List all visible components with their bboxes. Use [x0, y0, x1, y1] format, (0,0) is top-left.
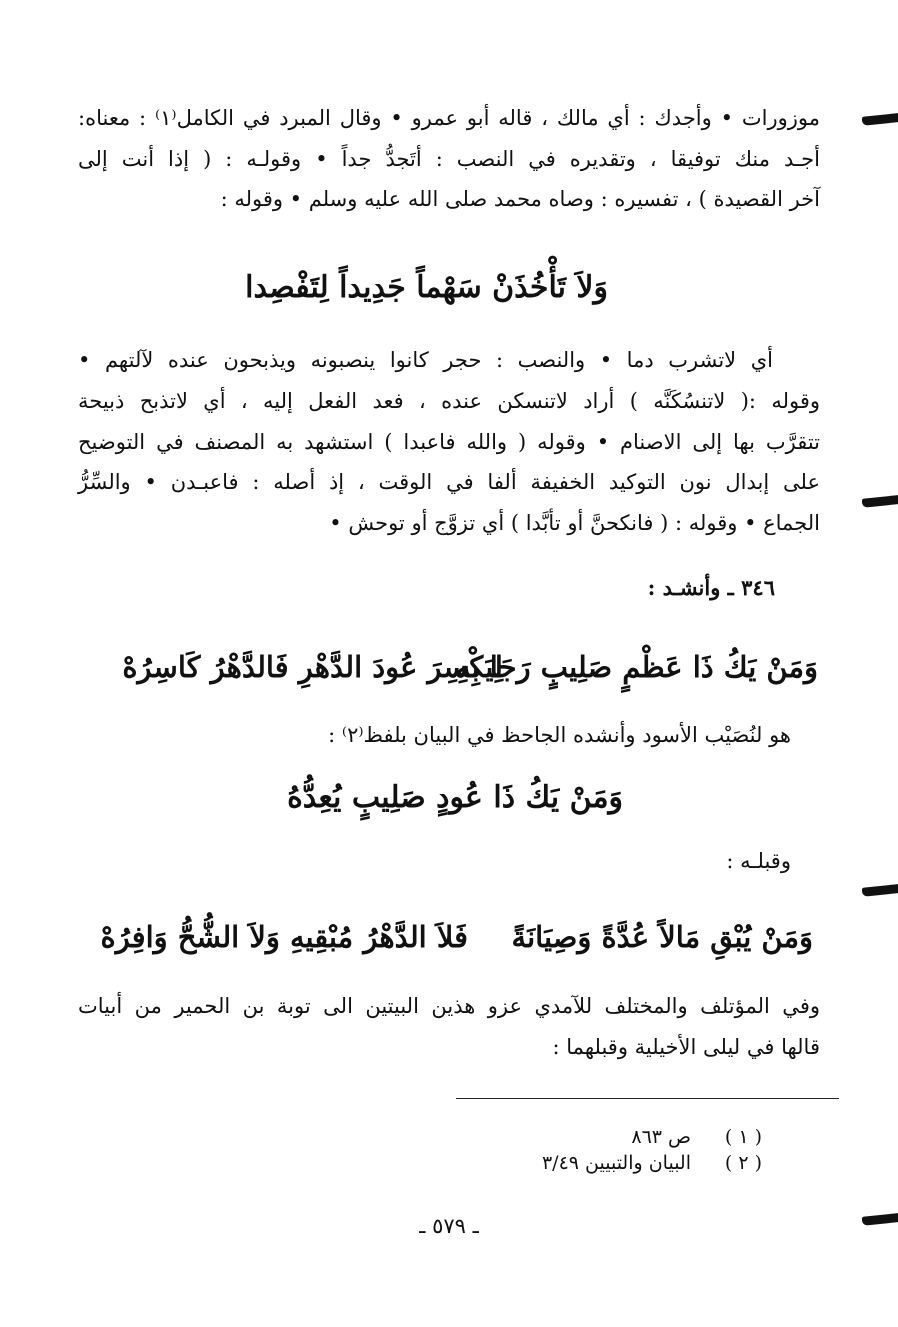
- text-line: وقبلـه :: [726, 849, 791, 873]
- text-line: موزورات • وأجدك : أي مالك ، قاله أبو عمرو • وقال المبرد في الكامل⁽١⁾ : معناه:: [78, 106, 820, 130]
- verse-line: وَلاَ تَأْخُذَنْ سَهْماً جَدِيداً لِتَفْصِدا: [245, 270, 608, 305]
- verse-right-hemistich: وَمَنْ يَكُ ذَا عَظْمٍ صَلِيبٍ رَجَا بِهِ: [456, 650, 818, 684]
- footnote-text: البيان والتبيين ٣/٤٩: [541, 1152, 691, 1174]
- text-line: وفي المؤتلف والمختلف للآمدي عزو هذين البيتين الى توبة بن الحمير من أبيات: [78, 994, 820, 1018]
- margin-mark: [862, 113, 898, 126]
- verse-left-hemistich: لِيَكْسِرَ عُودَ الدَّهْرِ فَالدَّهْرُ كَاسِرُهْ: [122, 650, 503, 684]
- text-line: آخر القصيدة ) ، تفسيره : وصاه محمد صلى الله عليه وسلم • وقوله :: [220, 187, 820, 211]
- footnote-separator: [456, 1098, 839, 1099]
- footnote-number: ( ١ ): [724, 1126, 762, 1148]
- text-line: على إبدال نون التوكيد الخفيفة ألفا في الوقت ، إذ أصله : فاعبـدن • والسِّرُّ: [78, 470, 820, 494]
- text-line: تتقرَّب بها إلى الاصنام • وقوله ( والله فاعبدا ) استشهد به المصنف في التوضيح: [78, 430, 820, 454]
- text-line: أي لاتشرب دما • والنصب : حجر كانوا ينصبونه ويذبحون عنده لآلتهم •: [78, 348, 773, 372]
- text-line: قالها في ليلى الأخيلية وقبلهما :: [552, 1035, 820, 1059]
- verse-right-hemistich: وَمَنْ يُبْقِ مَالاً عُدَّةً وَصِيَانَةً: [511, 920, 813, 954]
- verse-left-hemistich: فَلاَ الدَّهْرُ مُبْقِيهِ وَلاَ الشُّحُّ وَافِرُهْ: [100, 920, 468, 954]
- page-number: ـ ٥٧٩ ـ: [419, 1214, 479, 1238]
- verse-line: وَمَنْ يَكُ ذَا عُودٍ صَلِيبٍ يُعِدُّهُ: [287, 780, 623, 815]
- footnote-number: ( ٢ ): [724, 1152, 762, 1174]
- text-line: أجـد منك توفيقا ، وتقديره في النصب : أتَجدُّ جداً • وقولـه : ( إذا أنت إلى: [78, 147, 820, 171]
- text-line: هو لنُصَيْب الأسود وأنشده الجاحظ في البيان بلفظ⁽٢⁾ :: [328, 723, 791, 747]
- footnote-text: ص ٨٦٣: [631, 1126, 691, 1148]
- poem-number-heading: ٣٤٦ ـ وأنشـد :: [647, 575, 775, 600]
- margin-mark: [862, 884, 898, 897]
- margin-mark: [862, 495, 898, 508]
- text-line: الجماع • وقوله : ( فانكحنَّ أو تأبَّدا ) أي تزوَّج أو توحش •: [329, 511, 820, 535]
- text-line: وقوله :( لاتنسُكَنَّه ) أراد لاتنسكن عنده ، فعد الفعل إليه ، أي لاتذبح ذبيحة: [78, 389, 820, 413]
